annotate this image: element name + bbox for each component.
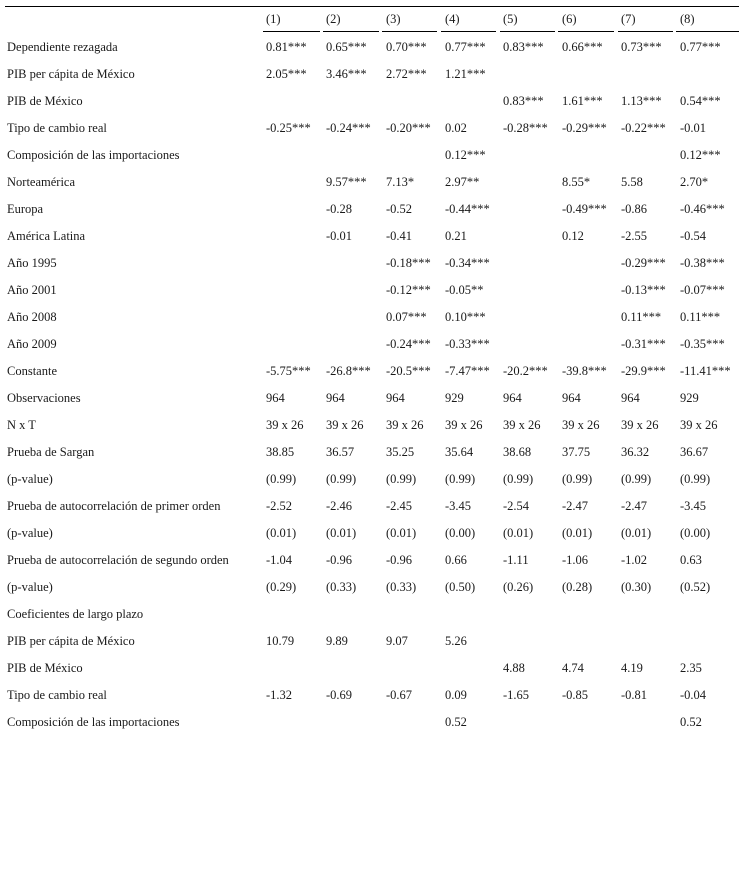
table-cell: -7.47*** (445, 364, 490, 378)
table-cell: 9.57*** (326, 175, 367, 189)
table-cell: 2.72*** (386, 67, 427, 81)
column-header-6: (6) (562, 12, 577, 26)
table-cell: (0.01) (386, 526, 417, 540)
table-cell: 0.12 (562, 229, 584, 243)
table-cell: -0.28 (326, 202, 353, 216)
row-label: Prueba de autocorrelación de segundo orden (7, 553, 229, 567)
table-row (0, 142, 746, 169)
table-cell: 0.11*** (621, 310, 662, 324)
table-cell: -1.02 (621, 553, 648, 567)
table-row (0, 223, 746, 250)
table-cell: 35.64 (445, 445, 474, 459)
table-cell: 964 (621, 391, 640, 405)
table-cell: (0.52) (680, 580, 711, 594)
row-label: (p-value) (7, 526, 53, 540)
table-cell: (0.01) (326, 526, 357, 540)
table-cell: 7.13* (386, 175, 415, 189)
table-cell: 38.85 (266, 445, 295, 459)
table-cell: -3.45 (445, 499, 472, 513)
table-cell: -0.38*** (680, 256, 725, 270)
table-cell: 39 x 26 (326, 418, 364, 432)
table-cell: -0.54 (680, 229, 707, 243)
table-cell: -0.44*** (445, 202, 490, 216)
table-cell: (0.99) (445, 472, 476, 486)
table-cell: 4.19 (621, 661, 643, 675)
column-header-5: (5) (503, 12, 518, 26)
column-header-7: (7) (621, 12, 636, 26)
row-label: Año 2009 (7, 337, 57, 351)
table-row (0, 88, 746, 115)
column-underline-5 (500, 31, 555, 32)
table-cell: 0.11*** (680, 310, 721, 324)
table-cell: -2.54 (503, 499, 530, 513)
table-cell: -26.8*** (326, 364, 371, 378)
table-cell: (0.30) (621, 580, 652, 594)
table-cell: (0.99) (621, 472, 652, 486)
table-cell: -2.47 (621, 499, 648, 513)
table-cell: -20.2*** (503, 364, 548, 378)
table-row (0, 547, 746, 574)
table-cell: 0.12*** (445, 148, 486, 162)
table-cell: 3.46*** (326, 67, 367, 81)
table-row (0, 601, 746, 628)
table-cell: -0.28*** (503, 121, 548, 135)
table-cell: 4.88 (503, 661, 525, 675)
table-cell: 4.74 (562, 661, 584, 675)
table-cell: 0.09 (445, 688, 467, 702)
table-cell: 929 (680, 391, 699, 405)
table-cell: 0.83*** (503, 40, 544, 54)
table-cell: 1.21*** (445, 67, 486, 81)
table-row (0, 682, 746, 709)
table-row (0, 439, 746, 466)
row-label: Composición de las importaciones (7, 148, 180, 162)
row-label: Prueba de autocorrelación de primer orden (7, 499, 221, 513)
table-cell: -1.06 (562, 553, 589, 567)
table-cell: -0.22*** (621, 121, 666, 135)
table-cell: 9.89 (326, 634, 348, 648)
table-header (0, 9, 746, 29)
column-underline-2 (323, 31, 379, 32)
table-cell: -0.24*** (386, 337, 431, 351)
row-label: PIB per cápita de México (7, 634, 135, 648)
table-cell: 0.65*** (326, 40, 367, 54)
table-row (0, 466, 746, 493)
column-underline-8 (676, 31, 739, 32)
table-cell: -0.01 (680, 121, 707, 135)
column-underline-3 (382, 31, 437, 32)
table-cell: 964 (503, 391, 522, 405)
table-cell: -0.35*** (680, 337, 725, 351)
table-cell: -0.41 (386, 229, 413, 243)
table-row (0, 115, 746, 142)
table-cell: -2.45 (386, 499, 413, 513)
table-cell: 2.97** (445, 175, 480, 189)
table-cell: 5.26 (445, 634, 467, 648)
table-cell: -39.8*** (562, 364, 607, 378)
table-cell: 37.75 (562, 445, 591, 459)
table-cell: 0.21 (445, 229, 467, 243)
table-row (0, 304, 746, 331)
row-label: América Latina (7, 229, 86, 243)
table-cell: 39 x 26 (503, 418, 541, 432)
table-cell: 964 (326, 391, 345, 405)
table-cell: (0.99) (326, 472, 357, 486)
table-cell: 39 x 26 (266, 418, 304, 432)
table-cell: 38.68 (503, 445, 532, 459)
table-cell: 0.83*** (503, 94, 544, 108)
table-cell: (0.28) (562, 580, 593, 594)
table-cell: (0.99) (266, 472, 297, 486)
table-cell: -0.05** (445, 283, 484, 297)
table-cell: (0.26) (503, 580, 534, 594)
table-cell: 929 (445, 391, 464, 405)
table-cell: -0.46*** (680, 202, 725, 216)
table-cell: -0.52 (386, 202, 413, 216)
table-cell: 39 x 26 (562, 418, 600, 432)
table-cell: -0.29*** (621, 256, 666, 270)
table-row (0, 34, 746, 61)
table-cell: -0.33*** (445, 337, 490, 351)
table-cell: 2.35 (680, 661, 702, 675)
table-cell: 0.77*** (680, 40, 721, 54)
table-cell: 5.58 (621, 175, 643, 189)
table-cell: 0.70*** (386, 40, 427, 54)
table-cell: -0.18*** (386, 256, 431, 270)
table-cell: (0.50) (445, 580, 476, 594)
row-label: (p-value) (7, 580, 53, 594)
table-cell: 10.79 (266, 634, 295, 648)
row-label: (p-value) (7, 472, 53, 486)
table-cell: -0.85 (562, 688, 589, 702)
column-underline-7 (618, 31, 673, 32)
table-cell: -2.46 (326, 499, 353, 513)
table-row (0, 196, 746, 223)
table-cell: -0.34*** (445, 256, 490, 270)
table-cell: 964 (386, 391, 405, 405)
table-cell: -11.41*** (680, 364, 731, 378)
row-label: Año 2008 (7, 310, 57, 324)
row-label: Europa (7, 202, 44, 216)
table-cell: -0.01 (326, 229, 353, 243)
table-cell: (0.00) (680, 526, 711, 540)
table-cell: 35.25 (386, 445, 415, 459)
table-cell: 0.66*** (562, 40, 603, 54)
row-label: Constante (7, 364, 57, 378)
row-label: Prueba de Sargan (7, 445, 95, 459)
table-cell: (0.01) (562, 526, 593, 540)
table-cell: -0.04 (680, 688, 707, 702)
table-cell: 39 x 26 (621, 418, 659, 432)
table-cell: -3.45 (680, 499, 707, 513)
table-row (0, 493, 746, 520)
table-cell: -5.75*** (266, 364, 311, 378)
row-label: Año 1995 (7, 256, 57, 270)
table-cell: (0.99) (680, 472, 711, 486)
table-cell: 0.77*** (445, 40, 486, 54)
row-label: PIB de México (7, 661, 83, 675)
table-row (0, 628, 746, 655)
row-label: Tipo de cambio real (7, 121, 107, 135)
table-cell: (0.33) (326, 580, 357, 594)
table-cell: 36.57 (326, 445, 355, 459)
row-label: PIB per cápita de México (7, 67, 135, 81)
column-underline-1 (263, 31, 320, 32)
row-label: PIB de México (7, 94, 83, 108)
table-cell: (0.01) (621, 526, 652, 540)
table-cell: -0.25*** (266, 121, 311, 135)
table-cell: 0.52 (680, 715, 702, 729)
row-label: Observaciones (7, 391, 81, 405)
table-cell: -1.04 (266, 553, 293, 567)
column-header-3: (3) (386, 12, 401, 26)
table-cell: 2.05*** (266, 67, 307, 81)
table-cell: -0.07*** (680, 283, 725, 297)
column-header-4: (4) (445, 12, 460, 26)
row-label: Año 2001 (7, 283, 57, 297)
table-cell: (0.33) (386, 580, 417, 594)
table-cell: (0.00) (445, 526, 476, 540)
table-cell: 0.54*** (680, 94, 721, 108)
table-cell: 0.02 (445, 121, 467, 135)
table-cell: 9.07 (386, 634, 408, 648)
table-cell: -0.29*** (562, 121, 607, 135)
table-cell: 0.66 (445, 553, 467, 567)
table-cell: -0.96 (386, 553, 413, 567)
table-row (0, 331, 746, 358)
table-cell: 0.12*** (680, 148, 721, 162)
table-cell: 39 x 26 (445, 418, 483, 432)
table-cell: -1.11 (503, 553, 529, 567)
table-cell: 36.32 (621, 445, 650, 459)
table-cell: -2.52 (266, 499, 293, 513)
row-label: Composición de las importaciones (7, 715, 180, 729)
table-row (0, 61, 746, 88)
table-cell: (0.99) (503, 472, 534, 486)
table-cell: (0.01) (266, 526, 297, 540)
table-row (0, 385, 746, 412)
column-header-1: (1) (266, 12, 281, 26)
table-cell: -0.96 (326, 553, 353, 567)
table-row (0, 574, 746, 601)
table-cell: 2.70* (680, 175, 709, 189)
table-cell: -0.20*** (386, 121, 431, 135)
table-cell: -0.12*** (386, 283, 431, 297)
table-cell: 0.10*** (445, 310, 486, 324)
table-cell: 0.07*** (386, 310, 427, 324)
row-label: N x T (7, 418, 36, 432)
table-cell: -2.47 (562, 499, 589, 513)
table-cell: 964 (562, 391, 581, 405)
table-cell: 0.73*** (621, 40, 662, 54)
column-header-8: (8) (680, 12, 695, 26)
table-cell: -0.13*** (621, 283, 666, 297)
table-cell: (0.99) (386, 472, 417, 486)
table-cell: -1.32 (266, 688, 293, 702)
table-cell: 8.55* (562, 175, 591, 189)
table-cell: -0.31*** (621, 337, 666, 351)
table-cell: 964 (266, 391, 285, 405)
row-label: Norteamérica (7, 175, 76, 189)
table-cell: 39 x 26 (680, 418, 718, 432)
table-cell: -0.49*** (562, 202, 607, 216)
table-cell: (0.99) (562, 472, 593, 486)
table-cell: -0.67 (386, 688, 413, 702)
table-cell: 0.63 (680, 553, 702, 567)
column-underline-4 (441, 31, 496, 32)
table-cell: -20.5*** (386, 364, 431, 378)
table-cell: 0.52 (445, 715, 467, 729)
table-cell: (0.01) (503, 526, 534, 540)
table-cell: -1.65 (503, 688, 530, 702)
table-cell: 39 x 26 (386, 418, 424, 432)
table-row (0, 709, 746, 736)
top-rule (5, 6, 739, 7)
table-cell: 0.81*** (266, 40, 307, 54)
table-cell: 1.61*** (562, 94, 603, 108)
table-row (0, 655, 746, 682)
table-cell: -2.55 (621, 229, 648, 243)
row-label: Coeficientes de largo plazo (7, 607, 144, 621)
table-cell: -0.69 (326, 688, 353, 702)
table-row (0, 358, 746, 385)
row-label: Tipo de cambio real (7, 688, 107, 702)
table-cell: 36.67 (680, 445, 709, 459)
table-cell: (0.29) (266, 580, 297, 594)
table-cell: -0.81 (621, 688, 648, 702)
table-cell: -0.86 (621, 202, 648, 216)
column-header-2: (2) (326, 12, 341, 26)
column-underline-6 (558, 31, 614, 32)
table-row (0, 169, 746, 196)
table-cell: -29.9*** (621, 364, 666, 378)
table-row (0, 520, 746, 547)
table-row (0, 277, 746, 304)
table-cell: -0.24*** (326, 121, 371, 135)
table-cell: 1.13*** (621, 94, 662, 108)
table-row (0, 250, 746, 277)
table-row (0, 412, 746, 439)
row-label: Dependiente rezagada (7, 40, 118, 54)
